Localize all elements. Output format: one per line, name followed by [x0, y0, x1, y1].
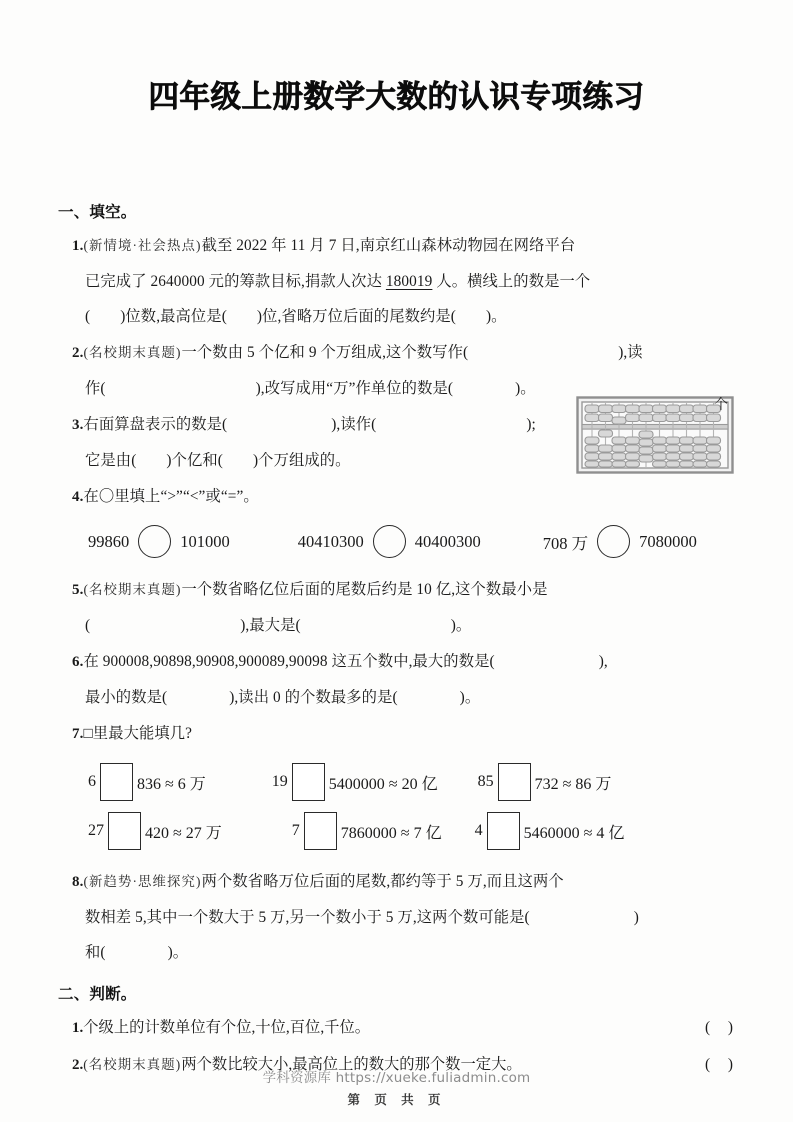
blank-box-6-suffix: 5460000 ≈ 4 亿 — [523, 824, 625, 842]
question-7-number: 7. — [72, 726, 84, 742]
comparison-1-left: 99860 — [88, 531, 130, 551]
question-1-line-3: ( )位数,最高位是( )位,省略万位后面的尾数约是( )。 — [85, 308, 507, 325]
judgement-2-tag: (名校期末真题) — [83, 1057, 182, 1072]
blank-box-item-1 — [88, 763, 206, 801]
question-6-line-1: 6.在 900008,90898,90908,900089,90098 这五个数中,最大的数是( ), — [58, 644, 742, 680]
page-title: 四年级上册数学大数的认识专项练习 — [148, 80, 645, 115]
question-1-number: 1. — [72, 238, 84, 254]
question-3-line-2: 它是由( )个亿和( )个万组成的。 — [85, 452, 351, 469]
judgement-1-answer-mark[interactable]: ( ) — [704, 1019, 740, 1036]
question-8-line-3: 和( )。 — [85, 944, 189, 961]
judgement-2-text: 两个数比较大小,最高位上的数大的那个数一定大。 — [181, 1056, 522, 1073]
question-5-number: 5. — [72, 582, 84, 598]
question-5-line-2: ( ),最大是( )。 — [85, 617, 472, 634]
question-7-row-2 — [58, 812, 742, 850]
question-5-line-1: 5.(名校期末真题)一个数省略亿位后面的尾数后约是 10 亿,这个数最小是 — [58, 572, 742, 608]
question-1-line-1 — [58, 228, 742, 264]
question-6 — [58, 644, 742, 715]
section-heading-fill-in-blanks: 一、填空。 — [58, 203, 137, 221]
question-4-prompt: 在〇里填上“>”“<”或“=”。 — [83, 488, 259, 505]
comparison-3 — [543, 525, 697, 558]
question-3-line-1: 3.右面算盘表示的数是( ),读作( ); — [58, 407, 742, 443]
question-1-tag: (新情境·社会热点) — [83, 238, 202, 253]
comparison-3-operator-circle[interactable] — [597, 525, 630, 558]
blank-box-1-prefix: 6 — [88, 773, 96, 790]
blank-box-3-prefix: 85 — [477, 773, 494, 790]
question-2-line-1: 2.(名校期末真题)一个数由 5 个亿和 9 个万组成,这个数写作( ),读 — [58, 335, 742, 371]
question-4-comparison-row — [58, 525, 742, 558]
blank-box-item-4 — [88, 812, 222, 850]
comparison-1-right: 101000 — [180, 531, 230, 551]
question-1-text-a: 截至 2022 年 11 月 7 日,南京红山森林动物园在网络平台 — [201, 237, 576, 254]
question-4 — [58, 479, 742, 558]
judgement-1-row — [58, 1010, 742, 1046]
question-2-tag: (名校期末真题) — [83, 345, 182, 360]
blank-box-1-input[interactable] — [100, 763, 133, 801]
blank-box-4-input[interactable] — [108, 812, 141, 850]
question-7 — [58, 716, 742, 850]
page-footer — [0, 1066, 793, 1108]
section-heading-true-false: 二、判断。 — [58, 985, 137, 1003]
judgement-2-number: 2. — [72, 1057, 84, 1073]
question-5 — [58, 572, 742, 643]
question-5-tag: (名校期末真题) — [83, 582, 182, 597]
blank-box-4-suffix: 420 ≈ 27 万 — [145, 824, 222, 842]
question-2-line-2: 作( ),改写成用“万”作单位的数是( )。 — [85, 380, 536, 397]
question-2-number: 2. — [72, 345, 84, 361]
blank-box-3-input[interactable] — [498, 763, 531, 801]
question-8-tag: (新趋势·思维探究) — [83, 874, 202, 889]
comparison-1 — [88, 525, 230, 558]
question-6-number: 6. — [72, 654, 84, 670]
judgement-1-number: 1. — [72, 1020, 84, 1036]
question-6-line-2: 最小的数是( ),读出 0 的个数最多的是( )。 — [85, 689, 481, 706]
blank-box-item-2 — [272, 763, 438, 801]
question-1-line-2: 已完成了 2640000 元的筹款目标,捐款人次达 180019 人。横线上的数是一个 — [85, 273, 591, 290]
comparison-3-right: 7080000 — [639, 531, 697, 551]
comparison-2-right: 40400300 — [414, 531, 481, 551]
abacus-icon — [576, 396, 734, 474]
abacus-figure — [576, 396, 736, 479]
question-7-prompt-line — [58, 716, 742, 752]
question-8-line-1: 8.(新趋势·思维探究)两个数省略万位后面的尾数,都约等于 5 万,而且这两个 — [58, 864, 742, 900]
judgement-1-text-wrap — [58, 1010, 370, 1046]
site-watermark: 学科资源库 https://xueke.fuliadmin.com — [262, 1070, 531, 1086]
question-8-number: 8. — [72, 874, 84, 890]
question-4-number: 4. — [72, 489, 84, 505]
blank-box-6-input[interactable] — [487, 812, 520, 850]
question-8 — [58, 864, 742, 970]
blank-box-2-prefix: 19 — [271, 773, 288, 790]
question-1 — [58, 228, 742, 334]
question-7-prompt: □里最大能填几? — [83, 725, 193, 742]
comparison-1-operator-circle[interactable] — [138, 525, 171, 558]
judgement-question-1 — [58, 1010, 742, 1046]
comparison-2-operator-circle[interactable] — [373, 525, 406, 558]
blank-box-5-prefix: 7 — [291, 822, 300, 839]
blank-box-5-suffix: 7860000 ≈ 7 亿 — [340, 824, 442, 842]
blank-box-item-6 — [475, 812, 625, 850]
blank-box-item-5 — [292, 812, 442, 850]
abacus-unit-label: 个 — [714, 397, 728, 413]
judgement-1-text: 个级上的计数单位有个位,十位,百位,千位。 — [83, 1019, 371, 1036]
page-indicator: 第 页 共 页 — [347, 1092, 446, 1107]
question-4-prompt-line — [58, 479, 742, 515]
question-8-line-2: 数相差 5,其中一个数大于 5 万,另一个数小于 5 万,这两个数可能是( ) — [85, 909, 639, 926]
blank-box-3-suffix: 732 ≈ 86 万 — [534, 775, 612, 793]
blank-box-5-input[interactable] — [304, 812, 337, 850]
blank-box-item-3 — [478, 763, 612, 801]
blank-box-6-prefix: 4 — [474, 822, 483, 839]
question-7-row-1 — [58, 763, 742, 801]
worksheet-body — [58, 200, 742, 1084]
blank-box-2-input[interactable] — [292, 763, 325, 801]
comparison-3-left: 708 万 — [542, 533, 589, 553]
blank-box-2-suffix: 5400000 ≈ 20 亿 — [328, 775, 438, 793]
comparison-2 — [298, 525, 481, 558]
blank-box-4-prefix: 27 — [88, 822, 104, 839]
question-1-underlined-number: 180019 — [385, 273, 433, 290]
judgement-2-answer-mark[interactable]: ( ) — [704, 1056, 740, 1073]
comparison-2-left: 40410300 — [297, 531, 364, 551]
blank-box-1-suffix: 836 ≈ 6 万 — [137, 775, 206, 793]
question-3-number: 3. — [72, 417, 84, 433]
